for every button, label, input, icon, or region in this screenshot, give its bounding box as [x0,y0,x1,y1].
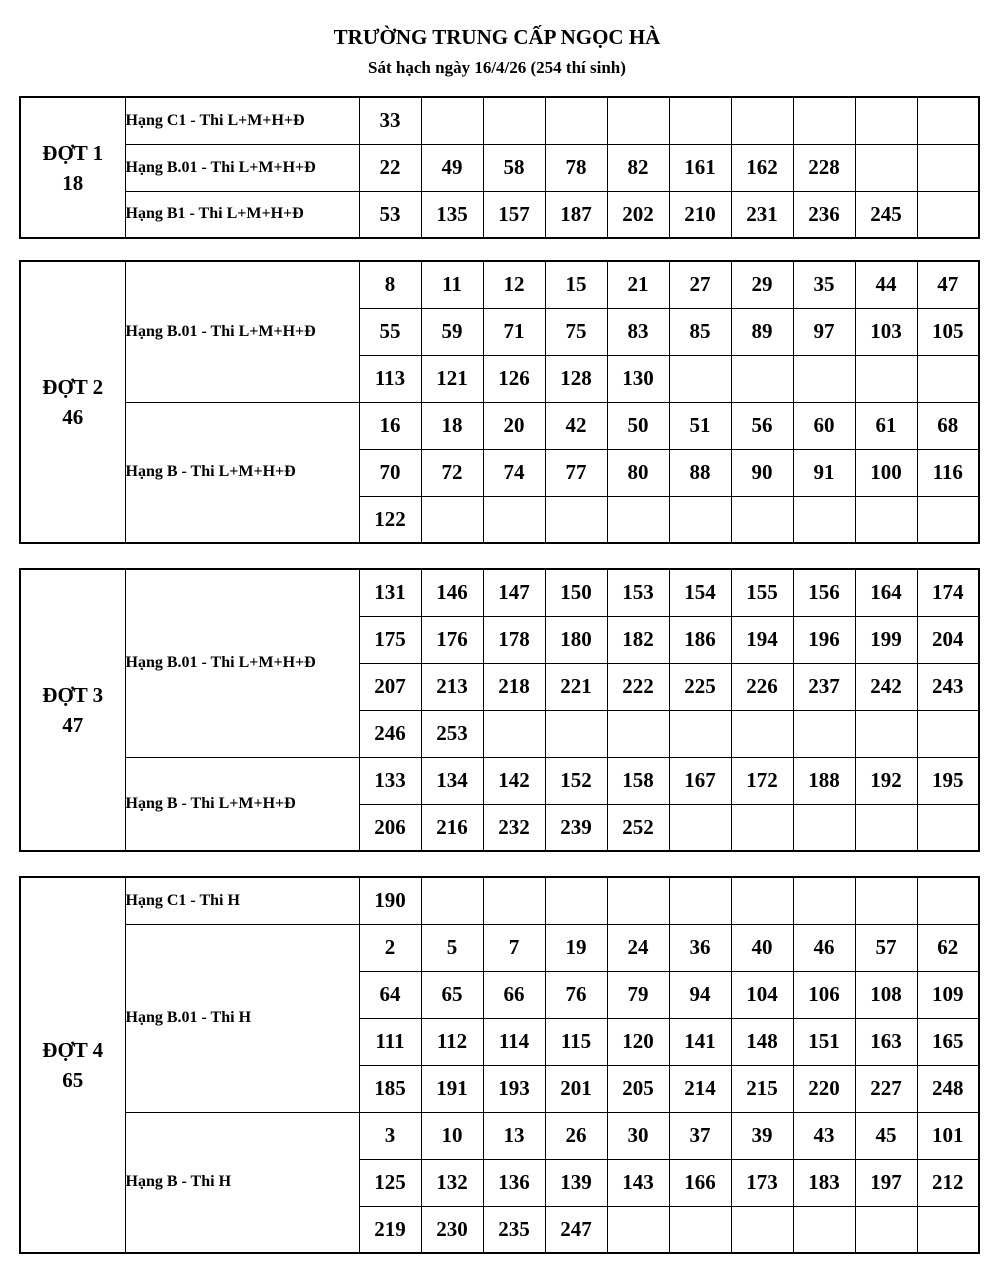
empty-cell [421,97,483,144]
empty-cell [483,710,545,757]
empty-cell [545,710,607,757]
candidate-number: 111 [359,1018,421,1065]
table-row [20,1112,979,1159]
candidate-number: 37 [669,1112,731,1159]
candidate-number: 226 [731,663,793,710]
candidate-number: 252 [607,804,669,851]
candidate-number: 131 [359,569,421,616]
candidate-number: 83 [607,308,669,355]
candidate-number: 197 [855,1159,917,1206]
candidate-number: 101 [917,1112,979,1159]
table-row [20,261,979,308]
candidate-number: 13 [483,1112,545,1159]
candidate-number: 167 [669,757,731,804]
empty-cell [855,97,917,144]
candidate-number: 150 [545,569,607,616]
candidate-number: 116 [917,449,979,496]
candidate-number: 204 [917,616,979,663]
session-name: ĐỢT 4 [42,1038,104,1062]
candidate-number: 42 [545,402,607,449]
session-count: 46 [62,405,84,429]
empty-cell [731,877,793,924]
empty-cell [917,191,979,238]
candidate-number: 222 [607,663,669,710]
candidate-number: 15 [545,261,607,308]
candidate-number: 191 [421,1065,483,1112]
candidate-number: 253 [421,710,483,757]
empty-cell [793,1206,855,1253]
candidate-number: 62 [917,924,979,971]
table-row [20,569,979,616]
candidate-number: 61 [855,402,917,449]
empty-cell [731,1206,793,1253]
candidate-number: 172 [731,757,793,804]
candidate-number: 190 [359,877,421,924]
candidate-number: 11 [421,261,483,308]
candidate-number: 133 [359,757,421,804]
candidate-number: 115 [545,1018,607,1065]
session-table [19,96,980,239]
candidate-number: 246 [359,710,421,757]
candidate-number: 153 [607,569,669,616]
candidate-number: 85 [669,308,731,355]
empty-cell [793,97,855,144]
candidate-number: 245 [855,191,917,238]
candidate-number: 216 [421,804,483,851]
candidate-number: 166 [669,1159,731,1206]
candidate-number: 57 [855,924,917,971]
empty-cell [855,710,917,757]
class-label: Hạng B - Thi L+M+H+Đ [125,757,359,851]
candidate-number: 112 [421,1018,483,1065]
candidate-number: 148 [731,1018,793,1065]
candidate-number: 125 [359,1159,421,1206]
candidate-number: 40 [731,924,793,971]
table-row [20,924,979,971]
empty-cell [731,97,793,144]
candidate-number: 44 [855,261,917,308]
empty-cell [917,710,979,757]
session-cell [20,97,125,238]
empty-cell [793,710,855,757]
session-cell [20,877,125,1253]
candidate-number: 194 [731,616,793,663]
candidate-number: 195 [917,757,979,804]
candidate-number: 156 [793,569,855,616]
candidate-number: 21 [607,261,669,308]
candidate-number: 237 [793,663,855,710]
candidate-number: 228 [793,144,855,191]
session-count: 65 [62,1068,84,1092]
candidate-number: 91 [793,449,855,496]
class-label: Hạng B.01 - Thi L+M+H+Đ [125,261,359,402]
empty-cell [793,496,855,543]
candidate-number: 90 [731,449,793,496]
candidate-number: 178 [483,616,545,663]
empty-cell [545,877,607,924]
candidate-number: 106 [793,971,855,1018]
class-label: Hạng B1 - Thi L+M+H+Đ [125,191,359,238]
candidate-number: 24 [607,924,669,971]
candidate-number: 20 [483,402,545,449]
empty-cell [917,355,979,402]
candidate-number: 212 [917,1159,979,1206]
candidate-number: 210 [669,191,731,238]
candidate-number: 68 [917,402,979,449]
session-count: 47 [62,713,84,737]
candidate-number: 176 [421,616,483,663]
candidate-number: 89 [731,308,793,355]
class-label: Hạng C1 - Thi L+M+H+Đ [125,97,359,144]
session-cell [20,569,125,851]
candidate-number: 196 [793,616,855,663]
empty-cell [421,496,483,543]
candidate-number: 128 [545,355,607,402]
session-count: 18 [62,170,84,195]
empty-cell [607,877,669,924]
candidate-number: 79 [607,971,669,1018]
empty-cell [855,355,917,402]
candidate-number: 71 [483,308,545,355]
candidate-number: 80 [607,449,669,496]
candidate-number: 158 [607,757,669,804]
candidate-number: 3 [359,1112,421,1159]
candidate-number: 77 [545,449,607,496]
candidate-number: 232 [483,804,545,851]
candidate-number: 155 [731,569,793,616]
session-name: ĐỢT 1 [42,140,104,165]
candidate-number: 147 [483,569,545,616]
candidate-number: 76 [545,971,607,1018]
candidate-number: 103 [855,308,917,355]
candidate-number: 19 [545,924,607,971]
session-name: ĐỢT 2 [42,375,104,399]
candidate-number: 16 [359,402,421,449]
empty-cell [855,877,917,924]
candidate-number: 66 [483,971,545,1018]
candidate-number: 164 [855,569,917,616]
candidate-number: 215 [731,1065,793,1112]
candidate-number: 113 [359,355,421,402]
candidate-number: 56 [731,402,793,449]
candidate-number: 45 [855,1112,917,1159]
class-label: Hạng B.01 - Thi L+M+H+Đ [125,144,359,191]
candidate-number: 221 [545,663,607,710]
page-title: TRƯỜNG TRUNG CẤP NGỌC HÀ [333,25,661,49]
candidate-number: 243 [917,663,979,710]
candidate-number: 121 [421,355,483,402]
empty-cell [607,1206,669,1253]
session-table [19,568,980,852]
candidate-number: 12 [483,261,545,308]
empty-cell [669,1206,731,1253]
page-header [0,0,994,96]
candidate-number: 88 [669,449,731,496]
candidate-number: 180 [545,616,607,663]
candidate-number: 175 [359,616,421,663]
empty-cell [917,144,979,191]
candidate-number: 122 [359,496,421,543]
candidate-number: 134 [421,757,483,804]
candidate-number: 126 [483,355,545,402]
candidate-number: 100 [855,449,917,496]
candidate-number: 207 [359,663,421,710]
candidate-number: 97 [793,308,855,355]
candidate-number: 239 [545,804,607,851]
candidate-number: 59 [421,308,483,355]
empty-cell [917,804,979,851]
empty-cell [731,804,793,851]
candidate-number: 152 [545,757,607,804]
candidate-number: 74 [483,449,545,496]
table-row [20,877,979,924]
candidate-number: 35 [793,261,855,308]
candidate-number: 182 [607,616,669,663]
candidate-number: 2 [359,924,421,971]
candidate-number: 72 [421,449,483,496]
table-row [20,757,979,804]
candidate-number: 136 [483,1159,545,1206]
candidate-number: 142 [483,757,545,804]
candidate-number: 236 [793,191,855,238]
candidate-number: 60 [793,402,855,449]
empty-cell [545,97,607,144]
candidate-number: 36 [669,924,731,971]
candidate-number: 247 [545,1206,607,1253]
candidate-number: 65 [421,971,483,1018]
candidate-number: 220 [793,1065,855,1112]
candidate-number: 94 [669,971,731,1018]
empty-cell [545,496,607,543]
empty-cell [917,496,979,543]
candidate-number: 141 [669,1018,731,1065]
candidate-number: 114 [483,1018,545,1065]
candidate-number: 187 [545,191,607,238]
empty-cell [855,496,917,543]
empty-cell [731,496,793,543]
table-row [20,402,979,449]
candidate-number: 104 [731,971,793,1018]
empty-cell [731,355,793,402]
candidate-number: 219 [359,1206,421,1253]
candidate-number: 132 [421,1159,483,1206]
candidate-number: 143 [607,1159,669,1206]
class-label: Hạng B - Thi L+M+H+Đ [125,402,359,543]
empty-cell [917,1206,979,1253]
empty-cell [483,496,545,543]
candidate-number: 135 [421,191,483,238]
candidate-number: 183 [793,1159,855,1206]
candidate-number: 50 [607,402,669,449]
candidate-number: 18 [421,402,483,449]
empty-cell [483,97,545,144]
candidate-number: 214 [669,1065,731,1112]
empty-cell [607,710,669,757]
candidate-number: 165 [917,1018,979,1065]
empty-cell [917,877,979,924]
candidate-number: 146 [421,569,483,616]
candidate-number: 22 [359,144,421,191]
candidate-number: 120 [607,1018,669,1065]
class-label: Hạng B.01 - Thi L+M+H+Đ [125,569,359,757]
candidate-number: 108 [855,971,917,1018]
empty-cell [421,877,483,924]
empty-cell [669,804,731,851]
session-table [19,260,980,544]
session-cell [20,261,125,543]
candidate-number: 39 [731,1112,793,1159]
candidate-number: 205 [607,1065,669,1112]
empty-cell [855,144,917,191]
class-label: Hạng C1 - Thi H [125,877,359,924]
candidate-number: 231 [731,191,793,238]
candidate-number: 154 [669,569,731,616]
candidate-number: 230 [421,1206,483,1253]
candidate-number: 33 [359,97,421,144]
candidate-number: 75 [545,308,607,355]
candidate-number: 174 [917,569,979,616]
candidate-number: 188 [793,757,855,804]
candidate-number: 55 [359,308,421,355]
candidate-number: 8 [359,261,421,308]
class-label: Hạng B.01 - Thi H [125,924,359,1112]
candidate-number: 46 [793,924,855,971]
candidate-number: 58 [483,144,545,191]
candidate-number: 248 [917,1065,979,1112]
candidate-number: 157 [483,191,545,238]
candidate-number: 30 [607,1112,669,1159]
candidate-number: 185 [359,1065,421,1112]
empty-cell [669,355,731,402]
page-subtitle: Sát hạch ngày 16/4/26 (254 thí sinh) [368,58,626,77]
candidate-number: 161 [669,144,731,191]
candidate-number: 151 [793,1018,855,1065]
candidate-number: 199 [855,616,917,663]
candidate-number: 51 [669,402,731,449]
candidate-number: 242 [855,663,917,710]
empty-cell [917,97,979,144]
candidate-number: 225 [669,663,731,710]
table-row [20,97,979,144]
empty-cell [669,710,731,757]
candidate-number: 70 [359,449,421,496]
table-row [20,144,979,191]
candidate-number: 26 [545,1112,607,1159]
empty-cell [731,710,793,757]
candidate-number: 202 [607,191,669,238]
candidate-number: 235 [483,1206,545,1253]
candidate-number: 82 [607,144,669,191]
candidate-number: 105 [917,308,979,355]
candidate-number: 109 [917,971,979,1018]
candidate-number: 173 [731,1159,793,1206]
empty-cell [793,877,855,924]
empty-cell [669,877,731,924]
candidate-number: 49 [421,144,483,191]
candidate-number: 163 [855,1018,917,1065]
candidate-number: 43 [793,1112,855,1159]
empty-cell [669,496,731,543]
empty-cell [669,97,731,144]
candidate-number: 206 [359,804,421,851]
candidate-number: 192 [855,757,917,804]
candidate-number: 139 [545,1159,607,1206]
candidate-number: 201 [545,1065,607,1112]
candidate-number: 7 [483,924,545,971]
empty-cell [793,804,855,851]
empty-cell [793,355,855,402]
candidate-number: 27 [669,261,731,308]
candidate-number: 186 [669,616,731,663]
empty-cell [607,496,669,543]
candidate-number: 130 [607,355,669,402]
candidate-number: 10 [421,1112,483,1159]
candidate-number: 78 [545,144,607,191]
candidate-number: 227 [855,1065,917,1112]
empty-cell [855,804,917,851]
empty-cell [855,1206,917,1253]
candidate-number: 218 [483,663,545,710]
table-row [20,191,979,238]
candidate-number: 64 [359,971,421,1018]
candidate-number: 53 [359,191,421,238]
class-label: Hạng B - Thi H [125,1112,359,1253]
candidate-number: 162 [731,144,793,191]
candidate-number: 213 [421,663,483,710]
candidate-number: 29 [731,261,793,308]
candidate-number: 47 [917,261,979,308]
session-table [19,876,980,1254]
empty-cell [483,877,545,924]
empty-cell [607,97,669,144]
session-name: ĐỢT 3 [42,683,104,707]
candidate-number: 5 [421,924,483,971]
candidate-number: 193 [483,1065,545,1112]
